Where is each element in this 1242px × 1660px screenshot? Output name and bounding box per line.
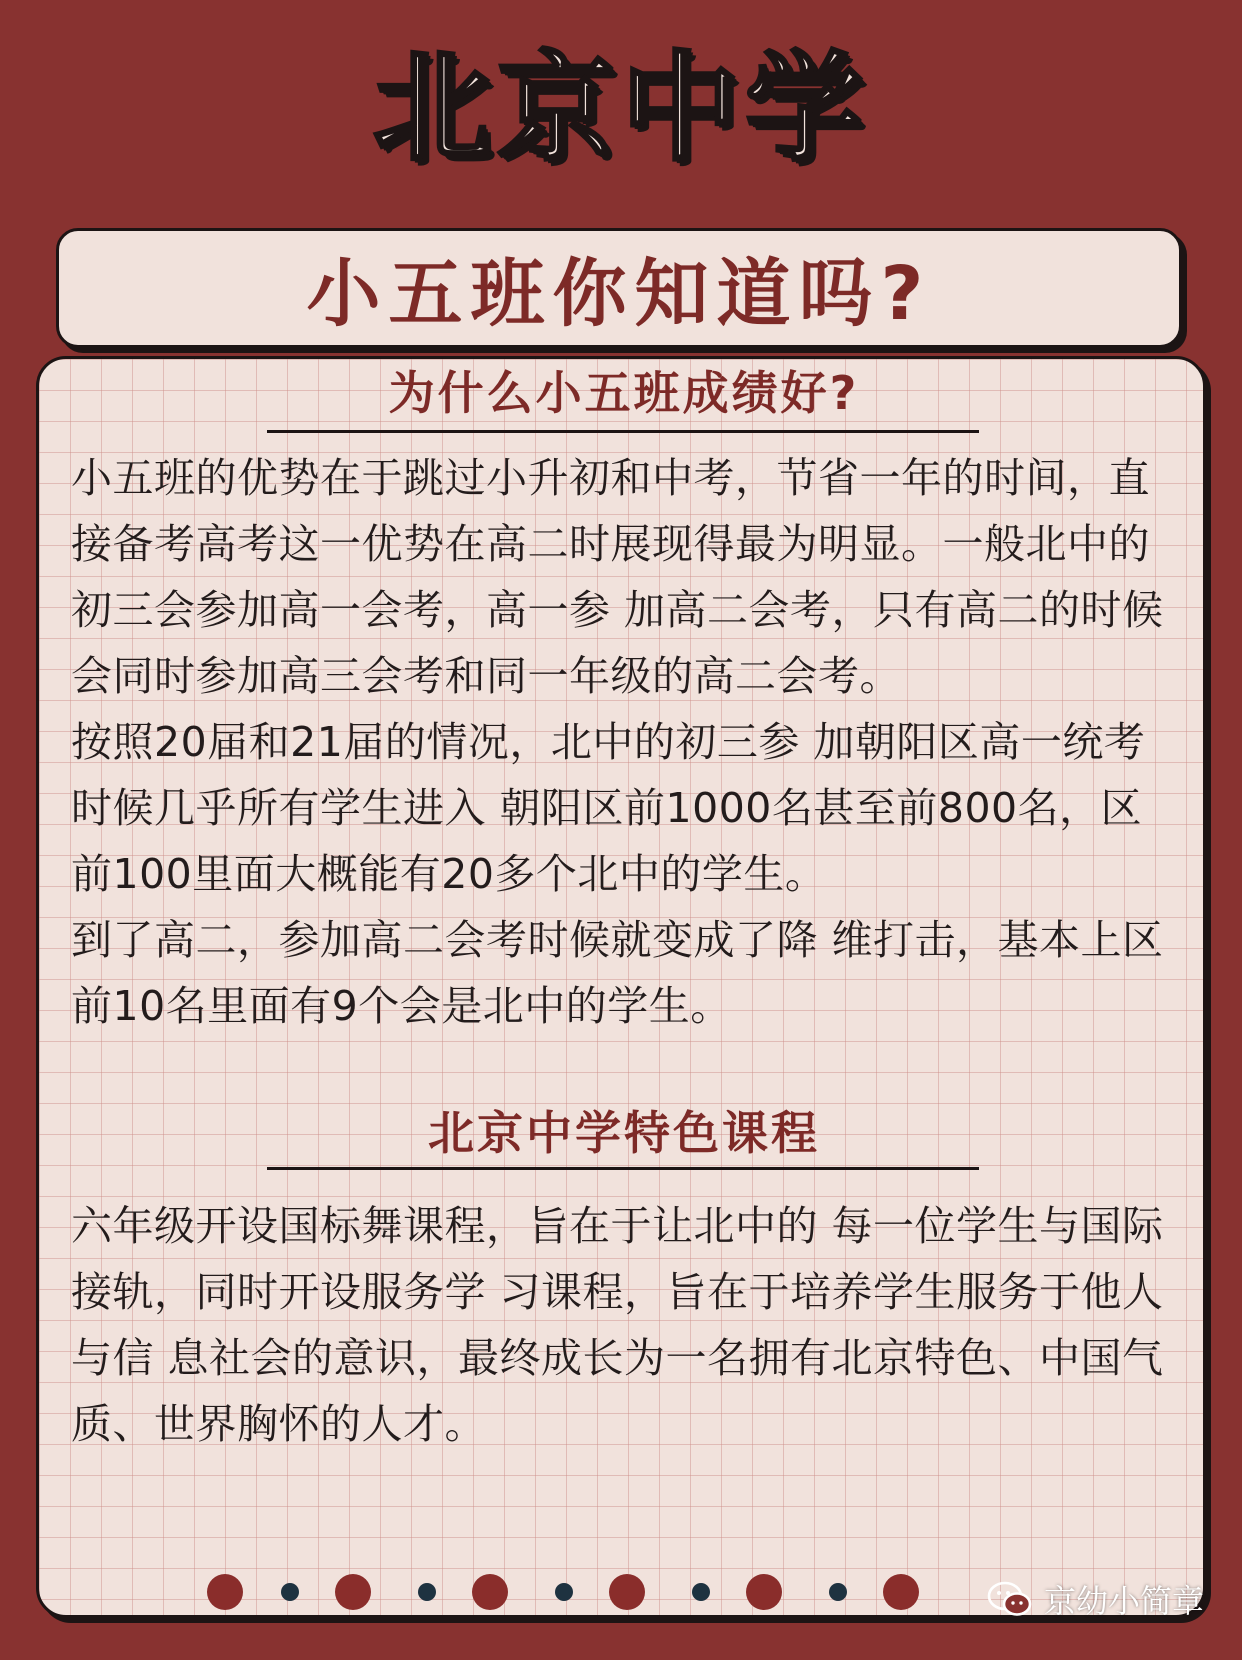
decorative-dot	[692, 1583, 710, 1601]
paragraph: 小五班的优势在于跳过小升初和中考，节省一年的时间，直接备考高考这一优势在高二时展现得最为明显。一般北中的初三会参加高一会考，高一参 加高二会考，只有高二的时候会同时参加高三会考和同一年级的高二会考。	[71, 454, 1164, 700]
decorative-dot	[281, 1583, 299, 1601]
section-heading-why: 为什么小五班成绩好?	[388, 366, 860, 420]
decorative-dot	[207, 1574, 243, 1610]
decorative-dots	[207, 1574, 1027, 1614]
decorative-dot	[335, 1574, 371, 1610]
section-divider	[267, 1167, 979, 1170]
paragraph: 到了高二，参加高二会考时候就变成了降 维打击，基本上区前10名里面有9个会是北中的学生。	[71, 916, 1164, 1030]
decorative-dot	[829, 1583, 847, 1601]
section-divider	[267, 430, 979, 433]
section-body-courses	[71, 1193, 1181, 1457]
subtitle-banner	[56, 228, 1182, 348]
decorative-dot	[472, 1574, 508, 1610]
paragraph: 按照20届和21届的情况，北中的初三参 加朝阳区高一统考时候几乎所有学生进入 朝阳区前1000名甚至前800名，区前100里面大概能有20多个北中的学生。	[71, 718, 1146, 898]
decorative-dot	[883, 1574, 919, 1610]
paragraph: 六年级开设国标舞课程，旨在于让北中的 每一位学生与国际接轨，同时开设服务学 习课程，旨在于培养学生服务于他人与信 息社会的意识，最终成长为一名拥有北京特色、中国气质、世界胸怀的人才。	[71, 1202, 1164, 1448]
content-card	[36, 356, 1206, 1618]
decorative-dot	[746, 1574, 782, 1610]
section-body-why	[71, 445, 1181, 1039]
watermark-text: 京幼小简章	[1043, 1582, 1204, 1620]
decorative-dot	[609, 1574, 645, 1610]
page-title: 北京中学	[372, 39, 869, 177]
section-heading-courses: 北京中学特色课程	[428, 1106, 820, 1160]
decorative-dot	[555, 1583, 573, 1601]
watermark	[986, 1574, 1204, 1624]
wechat-icon	[986, 1579, 1034, 1619]
subtitle-text: 小五班你知道吗?	[306, 251, 932, 337]
decorative-dot	[418, 1583, 436, 1601]
